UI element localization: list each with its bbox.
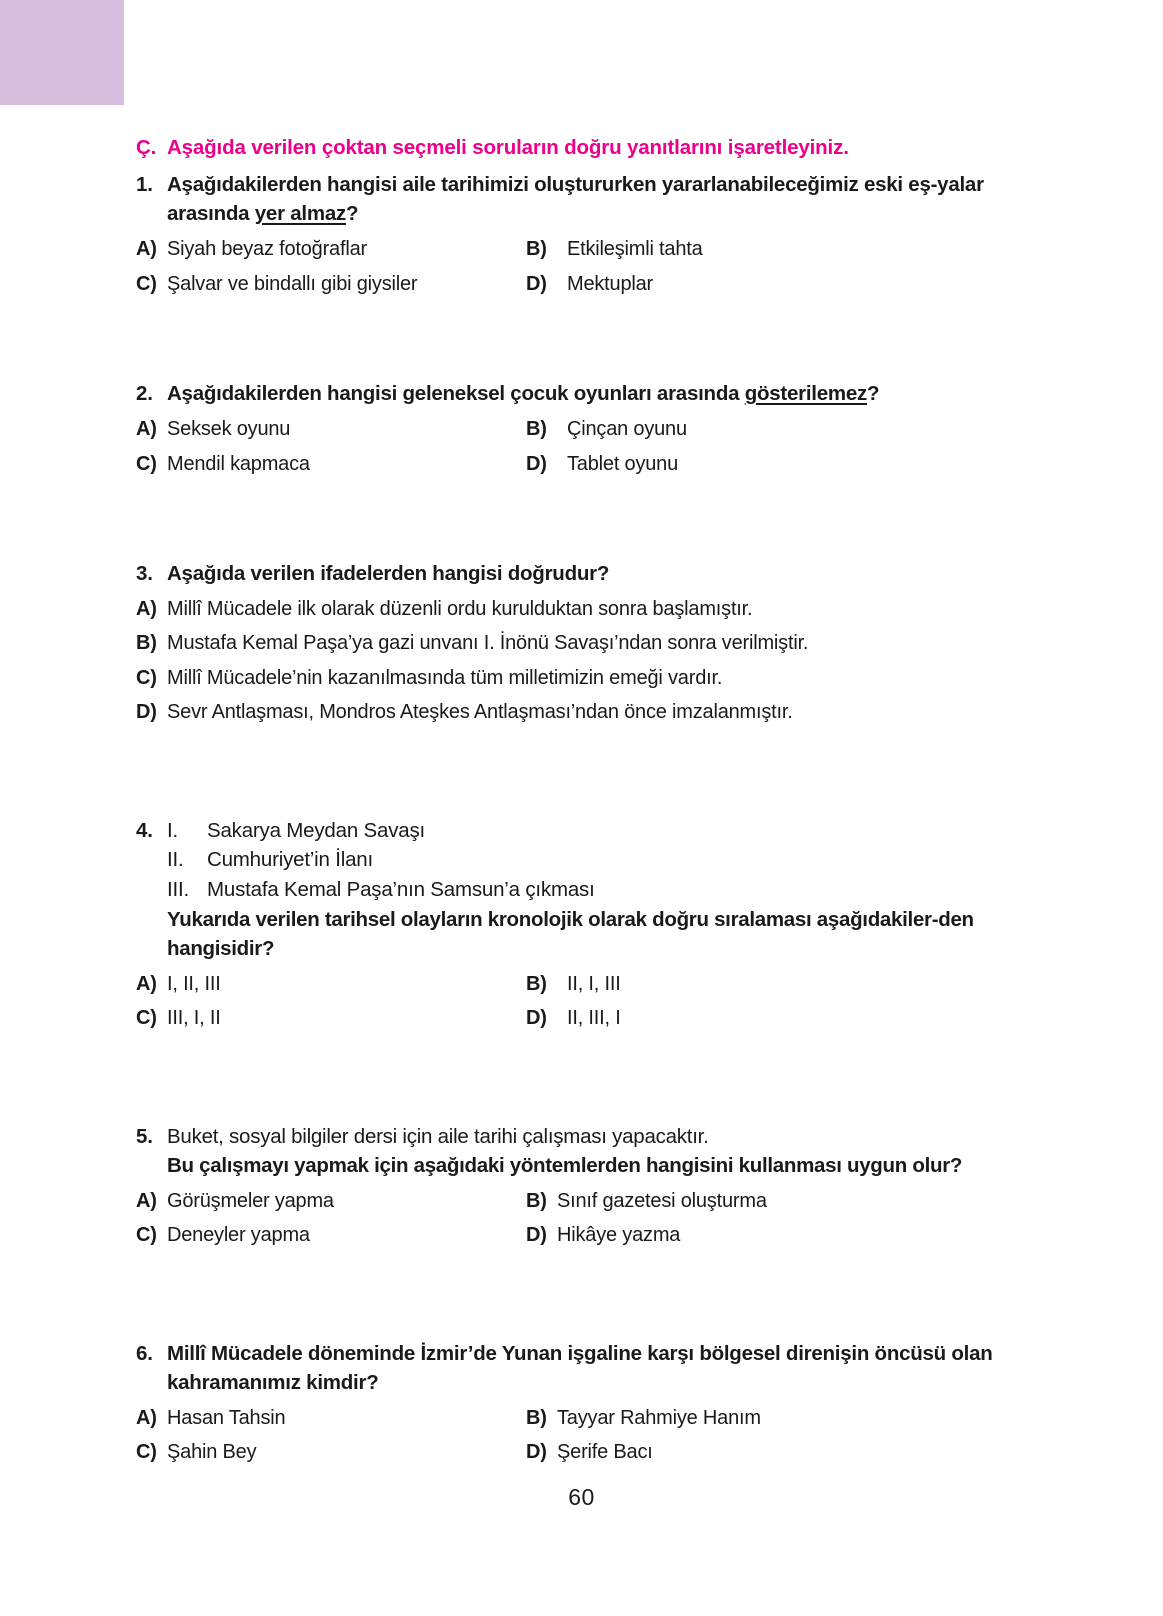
question-4-option-b[interactable] [526,967,1024,1001]
question-2-options [136,412,1024,481]
option-label: Mektuplar [567,272,654,295]
question-6-option-b[interactable] [526,1401,1024,1435]
question-4-options [136,967,1024,1036]
option-key: B) [526,1189,547,1212]
option-label: Millî Mücadele’nin kazanılmasında tüm milletimizin emeği vardır. [167,666,723,689]
question-4 [136,816,1024,1036]
option-label: Şalvar ve bindallı gibi giysiler [167,272,418,295]
roman-text: Cumhuriyet’in İlanı [207,848,373,872]
roman-numeral: II. [167,848,184,872]
question-5-stem-row [136,1122,1024,1180]
roman-item [167,845,1024,875]
question-4-roman-list [167,816,1024,905]
question-5-option-b[interactable] [526,1184,1024,1218]
option-key: A) [136,418,157,441]
option-key: C) [136,1441,157,1464]
option-key: B) [526,418,547,441]
question-2 [136,379,1024,481]
question-1-option-b[interactable] [526,232,1024,266]
question-3-stem-row [136,559,1024,588]
decorative-corner-block [0,0,124,105]
question-1-option-c[interactable] [136,267,526,301]
question-5-option-d[interactable] [526,1218,1024,1252]
spacer [136,481,1024,559]
roman-item [167,816,1024,846]
question-2-text-underline: gösterilemez [744,382,868,406]
question-1-option-d[interactable] [526,267,1024,301]
question-3-option-c[interactable] [136,661,1024,695]
option-label: Hasan Tahsin [167,1406,286,1429]
question-4-stem: Yukarıda verilen tarihsel olayların kronolojik olarak doğru sıralaması aşağıdakiler-den hangisidir? [167,907,974,960]
option-key: B) [136,632,157,655]
question-1-options [136,232,1024,301]
option-label: Hikâye yazma [557,1224,681,1247]
spacer [136,1036,1024,1122]
question-1-number: 1. [136,173,153,197]
spacer [136,730,1024,816]
option-key: A) [136,1406,157,1429]
option-label: Mustafa Kemal Paşa’ya gazi unvanı I. İnönü Savaşı’ndan sonra verilmiştir. [167,632,809,655]
question-3-option-d[interactable] [136,695,1024,729]
question-4-option-a[interactable] [136,967,526,1001]
option-key: A) [136,598,157,621]
question-5-option-c[interactable] [136,1218,526,1252]
roman-text: Mustafa Kemal Paşa’nın Samsun’a çıkması [207,878,595,902]
question-2-option-c[interactable] [136,447,526,481]
question-1-text-underline: yer almaz [254,202,346,226]
question-1-stem-row [136,170,1024,228]
page-number: 60 [568,1484,595,1510]
question-4-option-d[interactable] [526,1001,1024,1035]
question-6-text: Millî Mücadele döneminde İzmir’de Yunan işgaline karşı bölgesel direnişin öncüsü olan kahramanımız kimdir? [167,1341,993,1394]
question-4-number: 4. [136,818,153,842]
option-label: II, I, III [567,972,621,995]
question-6-option-c[interactable] [136,1435,526,1469]
roman-numeral: III. [167,878,189,902]
option-key: B) [526,1406,547,1429]
question-6 [136,1339,1024,1470]
spacer [136,1253,1024,1339]
section-title: Aşağıda verilen çoktan seçmeli soruların doğru yanıtlarını işaretleyiniz. [167,136,849,159]
option-key: C) [136,272,157,295]
option-key: D) [526,272,547,295]
question-3-text: Aşağıda verilen ifadelerden hangisi doğrudur? [167,561,610,585]
question-4-stem-row [136,816,1024,963]
spacer [136,301,1024,379]
option-label: Çinçan oyunu [567,418,687,441]
question-5-intro: Buket, sosyal bilgiler dersi için aile tarihi çalışması yapacaktır. [167,1124,709,1148]
option-label: Seksek oyunu [167,418,291,441]
option-label: III, I, II [167,1007,221,1030]
option-label: I, II, III [167,972,221,995]
question-5 [136,1122,1024,1253]
question-2-option-d[interactable] [526,447,1024,481]
question-2-text [167,379,1024,408]
option-key: D) [526,1441,547,1464]
question-1-text-before: Aşağıdakilerden hangisi aile tarihimizi oluştururken yararlanabileceğimiz eski eş-yalar arasında [167,173,984,226]
option-label: Tablet oyunu [567,452,679,475]
question-6-option-d[interactable] [526,1435,1024,1469]
question-1-text [167,170,1024,228]
roman-text: Sakarya Meydan Savaşı [207,818,425,842]
question-1-option-a[interactable] [136,232,526,266]
option-key: C) [136,1224,157,1247]
question-3-options [136,592,1024,730]
option-key: D) [526,452,547,475]
option-key: C) [136,452,157,475]
roman-numeral: I. [167,818,178,842]
option-label: Sınıf gazetesi oluşturma [557,1189,767,1212]
option-label: Mendil kapmaca [167,452,310,475]
question-6-options [136,1401,1024,1470]
option-label: Görüşmeler yapma [167,1189,334,1212]
question-6-stem-row [136,1339,1024,1397]
question-5-options [136,1184,1024,1253]
question-2-stem-row [136,379,1024,408]
question-4-option-c[interactable] [136,1001,526,1035]
section-heading [136,134,1024,161]
option-label: Deneyler yapma [167,1224,310,1247]
question-1 [136,170,1024,301]
question-2-text-before: Aşağıdakilerden hangisi geleneksel çocuk oyunları arasında [167,382,745,406]
option-key: D) [526,1007,547,1030]
question-5-number: 5. [136,1124,153,1148]
option-label: Şahin Bey [167,1441,257,1464]
question-3-number: 3. [136,561,153,585]
question-5-option-a[interactable] [136,1184,526,1218]
option-key: B) [526,238,547,261]
question-3-option-b[interactable] [136,626,1024,660]
option-label: Etkileşimli tahta [567,238,703,261]
option-label: Millî Mücadele ilk olarak düzenli ordu kurulduktan sonra başlamıştır. [167,598,753,621]
option-key: A) [136,1189,157,1212]
question-2-number: 2. [136,382,153,406]
question-2-text-after: ? [867,382,880,406]
option-label: Tayyar Rahmiye Hanım [557,1406,761,1429]
option-key: D) [526,1224,547,1247]
page-content [136,134,1024,1470]
option-label: II, III, I [567,1007,621,1030]
question-6-number: 6. [136,1341,153,1365]
option-label: Şerife Bacı [557,1441,653,1464]
option-key: B) [526,972,547,995]
question-2-option-a[interactable] [136,412,526,446]
question-2-option-b[interactable] [526,412,1024,446]
question-6-option-a[interactable] [136,1401,526,1435]
option-key: D) [136,701,157,724]
option-label: Sevr Antlaşması, Mondros Ateşkes Antlaşması’ndan önce imzalanmıştır. [167,701,793,724]
question-1-text-after: ? [345,202,359,226]
question-3 [136,559,1024,730]
roman-item [167,875,1024,905]
option-label: Siyah beyaz fotoğraflar [167,238,367,261]
option-key: A) [136,972,157,995]
section-letter: Ç. [136,136,157,159]
question-5-stem: Bu çalışmayı yapmak için aşağıdaki yöntemlerden hangisini kullanması uygun olur? [167,1153,963,1177]
option-key: A) [136,238,157,261]
option-key: C) [136,1007,157,1030]
option-key: C) [136,666,157,689]
question-3-option-a[interactable] [136,592,1024,626]
